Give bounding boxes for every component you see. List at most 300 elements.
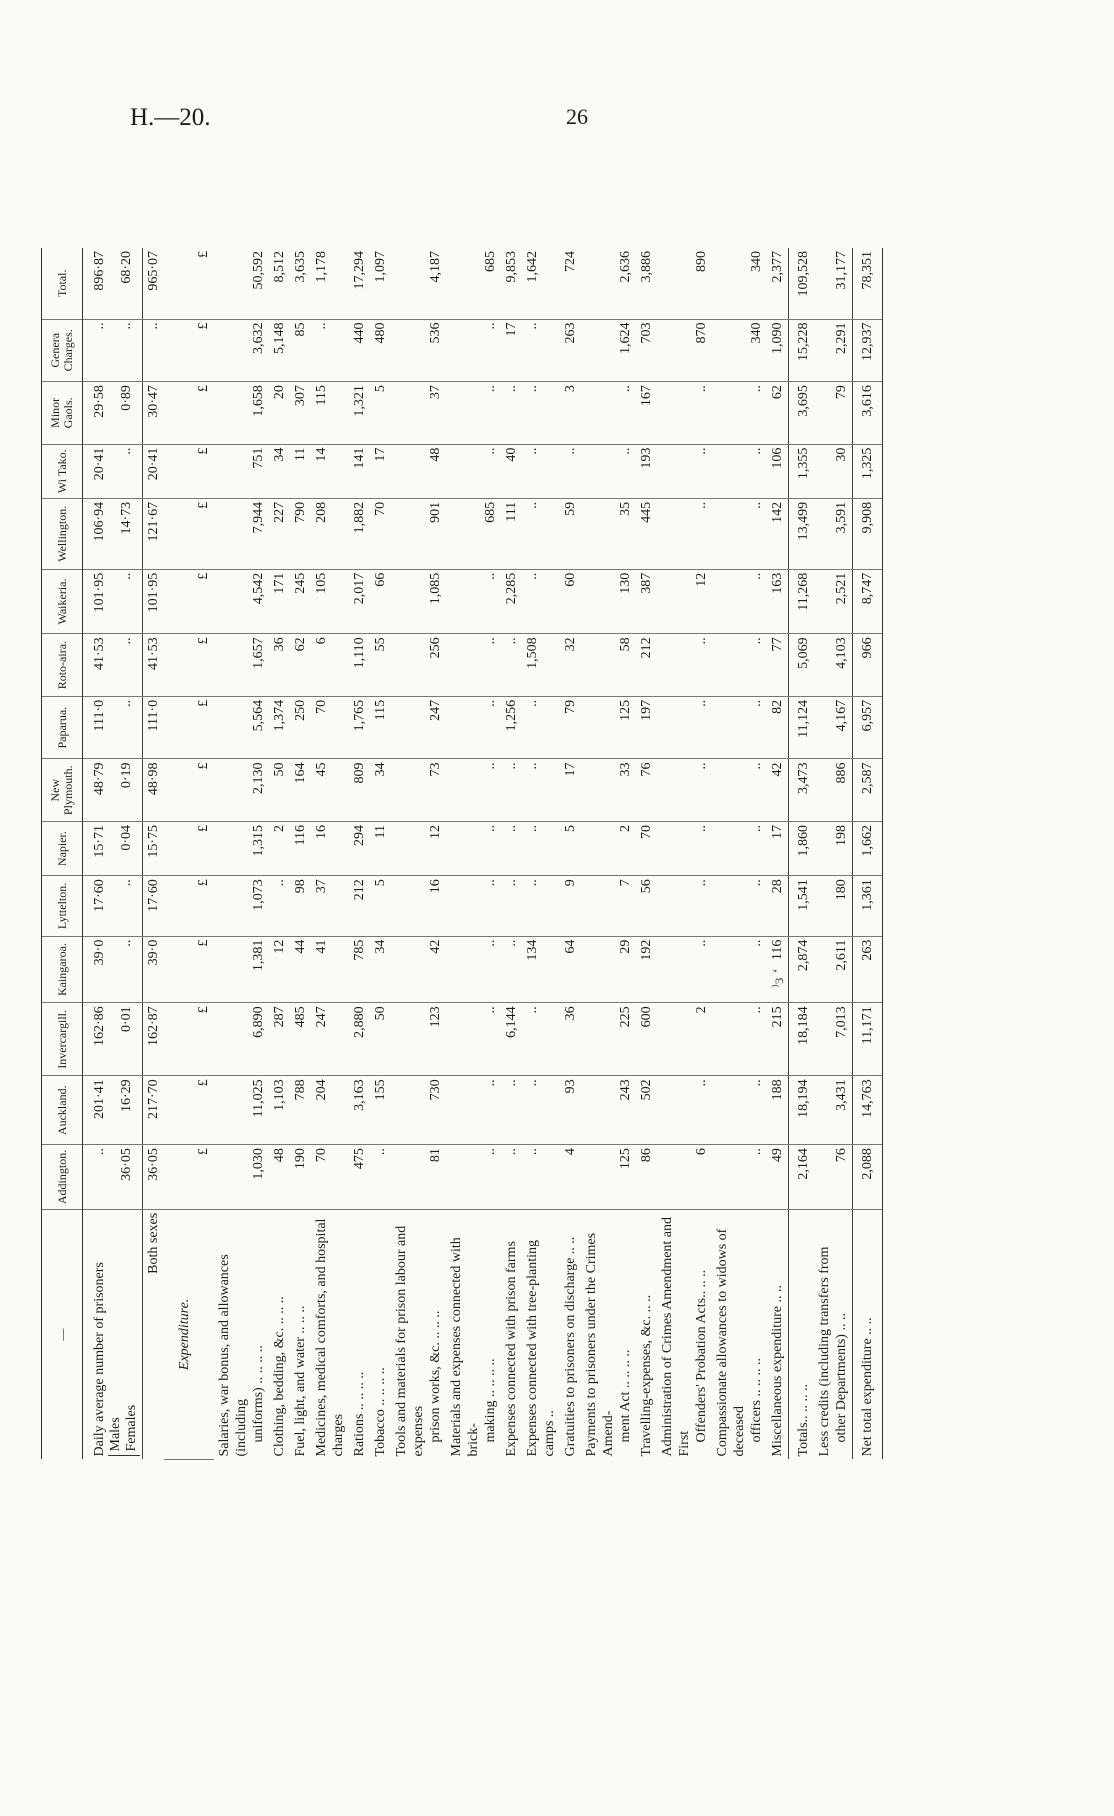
table-cell: 15,228 [789, 319, 815, 382]
table-cell: 17,294 [349, 248, 370, 319]
table-cell: 3 [560, 382, 581, 445]
table-cell: .. [522, 1076, 560, 1145]
row-label-continuation: officers .. .. .. .. [749, 1358, 764, 1443]
table-cell: .. [712, 1076, 767, 1145]
table-cell: .. [83, 1145, 117, 1210]
rotated-table-block [0, 224, 875, 1484]
table-row [83, 248, 117, 1460]
table-cell: 14 [311, 444, 349, 498]
row-label-text: Gratuities to prisoners on discharge .. .. [563, 1236, 578, 1457]
table-cell: 116 [290, 821, 311, 875]
row-label-continuation: prison works, &c. .. .. .. [428, 1310, 443, 1443]
column-header: Wi Tako. [42, 444, 83, 498]
table-cell: 809 [349, 759, 370, 822]
row-label-continuation: Offenders' Probation Acts.. .. .. [694, 1269, 709, 1443]
table-cell: 45 [311, 759, 349, 822]
table-cell: 111 [501, 498, 522, 569]
table-cell: 2 [581, 821, 636, 875]
table-cell: 724 [560, 248, 581, 319]
table-cell: 1,765 [349, 696, 370, 759]
table-cell: .. [446, 569, 501, 634]
table-cell: 475 [349, 1145, 370, 1210]
table-cell: 2,164 [789, 1145, 815, 1210]
table-cell: 966 [853, 634, 883, 697]
table-cell: .. [501, 1076, 522, 1145]
table-cell: 37 [311, 876, 349, 936]
row-label [636, 1209, 657, 1459]
table-cell [164, 498, 195, 569]
page-number: 26 [566, 104, 588, 129]
table-cell: 11,171 [853, 1003, 883, 1076]
column-header: Total. [42, 248, 83, 319]
table-cell: 167 [636, 382, 657, 445]
table-cell: .. [657, 498, 712, 569]
table-cell: 685 [446, 248, 501, 319]
table-cell: 40 [501, 444, 522, 498]
table-cell: 256 [391, 634, 446, 697]
table-cell: 9 [560, 876, 581, 936]
table-cell: 111·0 [143, 696, 165, 759]
table-cell: 130 [581, 569, 636, 634]
table-cell: .. [116, 319, 142, 382]
table-cell: 78,351 [853, 248, 883, 319]
table-cell: 20·41 [83, 444, 117, 498]
table-cell: 6,890 [214, 1003, 269, 1076]
table-cell: 11,124 [789, 696, 815, 759]
table-cell: .. [522, 696, 560, 759]
table-cell: .. [501, 634, 522, 697]
table-cell: 36·05 [143, 1145, 165, 1210]
row-label-text: Salaries, war bonus, and allowances (including [217, 1254, 249, 1457]
table-cell: .. [116, 444, 142, 498]
table-cell: 1,103 [269, 1076, 290, 1145]
table-cell: 2 [269, 821, 290, 875]
table-cell: .. [446, 936, 501, 1003]
table-cell: 163 [767, 569, 789, 634]
table-cell: 1,325 [853, 444, 883, 498]
column-header: Invercargill. [42, 1003, 83, 1076]
table-row [657, 248, 712, 1460]
pound-sign: £ [195, 634, 214, 697]
pound-sign: £ [195, 1076, 214, 1145]
table-cell: 1,882 [349, 498, 370, 569]
row-label-text: Tools and materials for prison labour and expenses [394, 1225, 426, 1457]
row-label-text: Tobacco .. .. .. .. [373, 1367, 388, 1457]
table-cell: 115 [370, 696, 391, 759]
table-cell: 3,886 [636, 248, 657, 319]
table-cell: .. [712, 382, 767, 445]
table-cell: .. [522, 444, 560, 498]
table-cell: 204 [311, 1076, 349, 1145]
table-cell: 33 [581, 759, 636, 822]
table-cell: 171 [269, 569, 290, 634]
row-label-continuation: making .. .. .. .. [483, 1358, 498, 1443]
table-row [214, 248, 269, 1460]
table-cell: .. [501, 1145, 522, 1210]
table-cell: 2,874 [789, 936, 815, 1003]
table-cell: 387 [636, 569, 657, 634]
table-cell: 263 [560, 319, 581, 382]
table-cell: 48·79 [83, 759, 117, 822]
row-label [522, 1209, 560, 1459]
table-cell: .. [657, 759, 712, 822]
page-code: H.—20. [130, 104, 211, 131]
table-cell: .. [446, 759, 501, 822]
table-cell: 703 [636, 319, 657, 382]
table-cell: 340 [712, 319, 767, 382]
table-cell: 142 [767, 498, 789, 569]
table-cell: 6 [657, 1145, 712, 1210]
table-cell: 212 [349, 876, 370, 936]
table-cell: 1,658 [214, 382, 269, 445]
row-label-continuation: other Departments) .. .. [834, 1313, 849, 1443]
table-row [446, 248, 501, 1460]
table-cell: 751 [214, 444, 269, 498]
pound-sign: £ [195, 696, 214, 759]
table-cell: 79 [814, 382, 853, 445]
table-cell: 58 [581, 634, 636, 697]
column-header: Addington. [42, 1145, 83, 1210]
table-cell: 785 [349, 936, 370, 1003]
table-cell [164, 1145, 195, 1210]
table-cell: .. [522, 319, 560, 382]
table-cell [164, 382, 195, 445]
table-cell: 121·67 [143, 498, 165, 569]
table-cell: 245 [290, 569, 311, 634]
table-cell: .. [446, 696, 501, 759]
table-cell: 1,073 [214, 876, 269, 936]
table-cell: .. [712, 876, 767, 936]
table-cell: .. [446, 876, 501, 936]
table-cell: 68·20 [116, 248, 142, 319]
table-cell: .. [116, 634, 142, 697]
table-cell: 1,030 [214, 1145, 269, 1210]
column-header: Minor Gaols. [42, 382, 83, 445]
table-cell: .. [712, 759, 767, 822]
table-cell: 70 [636, 821, 657, 875]
table-cell: 440 [349, 319, 370, 382]
table-cell: .. [657, 634, 712, 697]
table-cell: 15·75 [143, 821, 165, 875]
table-cell: 155 [370, 1076, 391, 1145]
expenditure-table [41, 248, 883, 1460]
table-cell [164, 319, 195, 382]
table-cell: 2,088 [853, 1145, 883, 1210]
table-cell: 287 [269, 1003, 290, 1076]
table-row [311, 248, 349, 1460]
table-cell: 44 [290, 936, 311, 1003]
column-header: Paparua. [42, 696, 83, 759]
table-cell: .. [712, 634, 767, 697]
table-cell: 29·58 [83, 382, 117, 445]
table-cell: 41·53 [143, 634, 165, 697]
table-cell: .. [657, 936, 712, 1003]
table-cell: 49 [767, 1145, 789, 1210]
column-header: Waikeria. [42, 569, 83, 634]
column-header: Roto-aira. [42, 634, 83, 697]
pound-sign: £ [195, 1003, 214, 1076]
table-cell: 18,194 [789, 1076, 815, 1145]
table-cell: 48·98 [143, 759, 165, 822]
table-cell: 12 [269, 936, 290, 1003]
table-cell: 201·41 [83, 1076, 117, 1145]
table-cell: 56 [636, 876, 657, 936]
table-cell [164, 1076, 195, 1145]
table-row [164, 248, 195, 1460]
table-cell: 11 [290, 444, 311, 498]
table-cell: .. [446, 1076, 501, 1145]
table-cell: 116 [767, 936, 789, 1003]
pound-sign: £ [195, 759, 214, 822]
table-cell: 1,178 [311, 248, 349, 319]
table-cell: 870 [657, 319, 712, 382]
pound-sign: £ [195, 876, 214, 936]
table-cell: .. [501, 936, 522, 1003]
table-cell: .. [501, 759, 522, 822]
table-cell: 37 [391, 382, 446, 445]
row-label [214, 1209, 269, 1459]
row-label [814, 1209, 853, 1459]
table-cell: 17·60 [143, 876, 165, 936]
table-cell: 1,097 [370, 248, 391, 319]
row-label-text: Fuel, light, and water .. .. .. [293, 1305, 308, 1457]
table-cell: 123 [391, 1003, 446, 1076]
table-cell: 2,291 [814, 319, 853, 382]
table-cell: 886 [814, 759, 853, 822]
table-cell: 5,148 [269, 319, 290, 382]
table-cell: 39·0 [143, 936, 165, 1003]
table-cell: .. [522, 569, 560, 634]
table-cell: .. [712, 569, 767, 634]
table-cell: 788 [290, 1076, 311, 1145]
table-cell: 225 [581, 1003, 636, 1076]
table-cell: 5 [370, 382, 391, 445]
table-cell [164, 1003, 195, 1076]
table-cell: 212 [636, 634, 657, 697]
row-label-text: Travelling-expenses, &c. .. .. [639, 1294, 654, 1457]
table-cell: 20·41 [143, 444, 165, 498]
table-cell: 36 [560, 1003, 581, 1076]
table-row [349, 248, 370, 1460]
table-cell: 59 [560, 498, 581, 569]
table-cell: 164 [290, 759, 311, 822]
table-cell: 76 [636, 759, 657, 822]
table-cell: 3,163 [349, 1076, 370, 1145]
table-cell: 62 [290, 634, 311, 697]
table-cell: .. [522, 498, 560, 569]
table-cell: 12,937 [853, 319, 883, 382]
table-cell [164, 696, 195, 759]
table-cell: 34 [370, 759, 391, 822]
row-label-text: Expenses connected with prison farms [504, 1241, 519, 1457]
table-cell: 36 [269, 634, 290, 697]
table-row [636, 248, 657, 1460]
row-label [370, 1209, 391, 1459]
table-cell: 3,695 [789, 382, 815, 445]
table-cell: 294 [349, 821, 370, 875]
table-cell: .. [522, 876, 560, 936]
table-cell: .. [657, 1076, 712, 1145]
table-row [143, 248, 165, 1460]
table-cell: 28 [767, 876, 789, 936]
table-cell: .. [446, 444, 501, 498]
header-row [42, 248, 83, 1460]
table-cell: .. [712, 1003, 767, 1076]
table-cell: .. [446, 382, 501, 445]
table-cell: 11 [370, 821, 391, 875]
table-cell: 70 [311, 696, 349, 759]
table-cell: 198 [814, 821, 853, 875]
table-cell: 17 [501, 319, 522, 382]
table-cell: 180 [814, 876, 853, 936]
table-cell: 3,616 [853, 382, 883, 445]
row-label-continuation: ment Act .. .. .. .. [618, 1349, 633, 1443]
table-cell: .. [712, 696, 767, 759]
table-row [522, 248, 560, 1460]
table-cell: 730 [391, 1076, 446, 1145]
pound-sign: £ [195, 936, 214, 1003]
credits-row [814, 248, 853, 1460]
table-cell: .. [446, 821, 501, 875]
table-cell: 2,587 [853, 759, 883, 822]
table-cell: 9,853 [501, 248, 522, 319]
table-cell: 66 [370, 569, 391, 634]
table-cell: .. [116, 936, 142, 1003]
table-cell: 29 [581, 936, 636, 1003]
row-label [853, 1209, 883, 1459]
table-cell: 15·71 [83, 821, 117, 875]
table-cell: 1,321 [349, 382, 370, 445]
table-cell: 70 [370, 498, 391, 569]
table-cell: .. [116, 876, 142, 936]
table-cell: 35 [581, 498, 636, 569]
table-cell: 1,541 [789, 876, 815, 936]
table-cell: 2,377 [767, 248, 789, 319]
row-label [657, 1209, 712, 1459]
table-cell: 34 [370, 936, 391, 1003]
pound-sign: £ [195, 248, 214, 319]
table-cell: 2,017 [349, 569, 370, 634]
row-label-text: Less credits (including transfers from [817, 1246, 832, 1457]
table-cell [164, 876, 195, 936]
table-cell: 502 [636, 1076, 657, 1145]
table-row [391, 248, 446, 1460]
table-cell: 4,187 [391, 248, 446, 319]
table-cell: 30 [814, 444, 853, 498]
row-label-text: Administration of Crimes Amendment and First [660, 1216, 692, 1457]
table-cell: 247 [311, 1003, 349, 1076]
table-cell: 485 [290, 1003, 311, 1076]
sex-bracket [108, 1405, 140, 1457]
table-cell: 263 [853, 936, 883, 1003]
table-cell: 7,944 [214, 498, 269, 569]
table-cell [164, 634, 195, 697]
table-cell: 30·47 [143, 382, 165, 445]
table-cell [164, 821, 195, 875]
row-label [143, 1209, 165, 1459]
table-cell: 188 [767, 1076, 789, 1145]
table-cell: 86 [636, 1145, 657, 1210]
table-cell: 1,508 [522, 634, 560, 697]
table-cell: 192 [636, 936, 657, 1003]
table-cell: 76 [814, 1145, 853, 1210]
table-cell: .. [522, 821, 560, 875]
table-row [767, 248, 789, 1460]
table-cell: .. [581, 382, 636, 445]
table-cell: 106·94 [83, 498, 117, 569]
row-label-text: Net total expenditure .. .. [860, 1317, 875, 1457]
row-label [560, 1209, 581, 1459]
row-label [767, 1209, 789, 1459]
table-cell: .. [446, 1145, 501, 1210]
table-cell: 42 [767, 759, 789, 822]
table-row [501, 248, 522, 1460]
table-cell: 8,747 [853, 569, 883, 634]
table-cell: .. [712, 1145, 767, 1210]
table-row [581, 248, 636, 1460]
row-label-text: Totals.. .. .. .. [796, 1383, 811, 1457]
table-cell: 965·07 [143, 248, 165, 319]
table-cell: 2,880 [349, 1003, 370, 1076]
table-cell: 3,473 [789, 759, 815, 822]
table-cell: 41·53 [83, 634, 117, 697]
row-label [195, 1209, 214, 1459]
table-cell: 480 [370, 319, 391, 382]
table-cell: 1,860 [789, 821, 815, 875]
table-cell: .. [116, 569, 142, 634]
table-cell: 62 [767, 382, 789, 445]
table-cell: .. [581, 444, 636, 498]
row-label [446, 1209, 501, 1459]
column-header: Napier. [42, 821, 83, 875]
table-cell: 0·04 [116, 821, 142, 875]
table-cell: 7,013 [814, 1003, 853, 1076]
table-cell: 901 [391, 498, 446, 569]
table-cell: 141 [349, 444, 370, 498]
table-cell [164, 936, 195, 1003]
table-cell: 11,025 [214, 1076, 269, 1145]
females-label: Females [124, 1404, 139, 1452]
table-cell: 1,315 [214, 821, 269, 875]
both-sexes-label: Both sexes [146, 1212, 161, 1274]
table-cell: .. [712, 444, 767, 498]
table-cell [164, 444, 195, 498]
stray-mark: ⁾ɜ ‘ [769, 968, 787, 988]
table-cell: .. [712, 821, 767, 875]
table-cell: 77 [767, 634, 789, 697]
table-cell: 1,381 [214, 936, 269, 1003]
row-label [311, 1209, 349, 1459]
pound-sign: £ [195, 319, 214, 382]
row-label [501, 1209, 522, 1459]
table-cell: 17 [767, 821, 789, 875]
table-cell: 1,662 [853, 821, 883, 875]
table-cell: .. [522, 382, 560, 445]
table-cell: .. [657, 696, 712, 759]
table-cell: 41 [311, 936, 349, 1003]
table-cell: 16 [391, 876, 446, 936]
row-label-text: Payments to prisoners under the Crimes Amend- [584, 1232, 616, 1457]
table-cell: 81 [391, 1145, 446, 1210]
row-label [391, 1209, 446, 1459]
table-cell: 2 [657, 1003, 712, 1076]
table-cell: 50,592 [214, 248, 269, 319]
table-row [370, 248, 391, 1460]
table-cell: 11,268 [789, 569, 815, 634]
table-row [712, 248, 767, 1460]
table-cell: 42 [391, 936, 446, 1003]
row-label-text: Compassionate allowances to widows of deceased [715, 1228, 747, 1457]
